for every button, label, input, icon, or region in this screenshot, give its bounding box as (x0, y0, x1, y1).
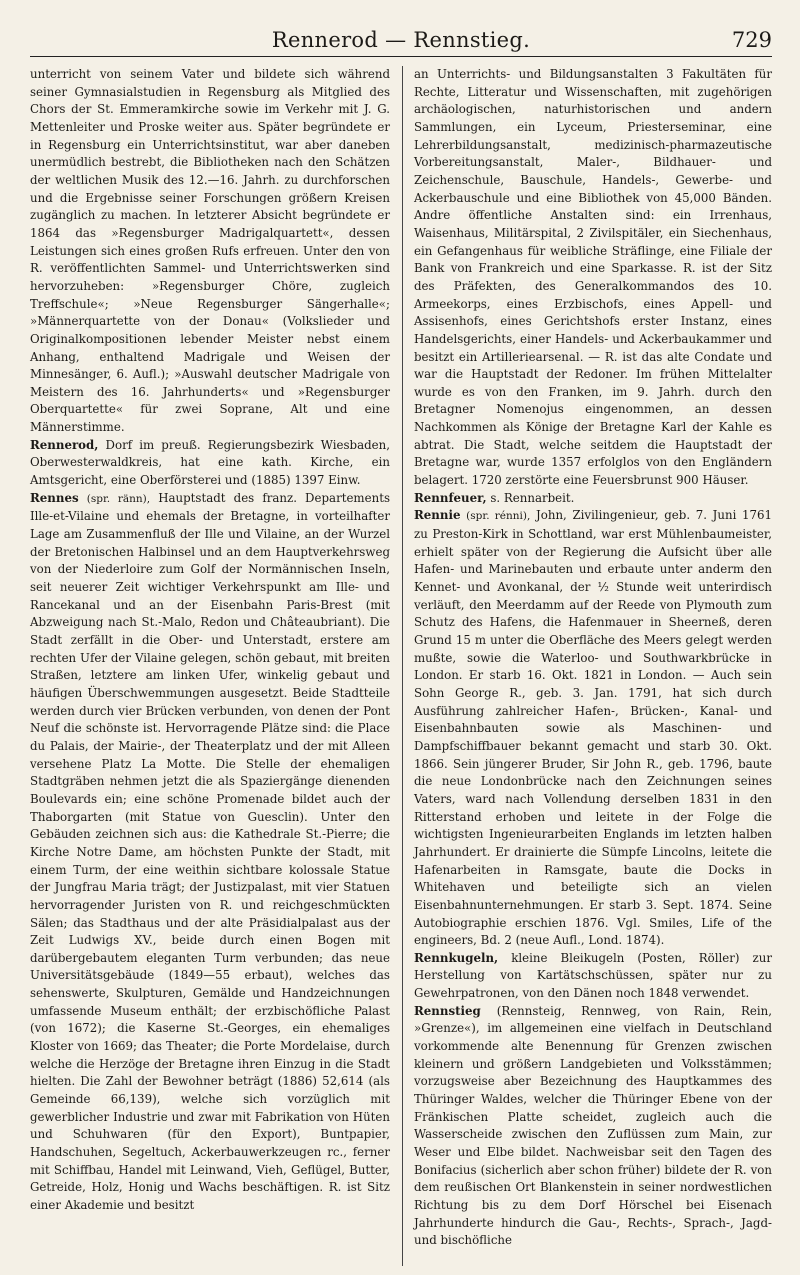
entry-text: kleine Bleikugeln (Posten, Röller) zur Herstellung von Kartätschschüssen, später nur zu Gewehrpatronen, von den Dänen noch 1848 verwendet. (414, 950, 773, 1001)
entry-rennie (414, 507, 772, 949)
left-column (30, 66, 390, 1215)
entry-text: an Unterrichts- und Bildungsanstalten 3 Fakultäten für Rechte, Litteratur und Wissenschaften, mit zugehörigen archäologischen, naturhistorischen und andern Sammlungen, ein Lyceum, Priesterseminar, eine Lehrerbildungsanstalt, medizinisch-pharmazeutische Vorbereitungsanstalt, Maler-, Bildhauer- und Zeichenschule, Bauschule, Handels-, Gewerbe- und Ackerbauschule und eine Bibliothek von 45,000 Bänden. Andre öffentliche Anstalten sind: ein Irrenhaus, Waisenhaus, Militärspital, 2 Zivilspitäler, ein Siechenhaus, ein Gefangenhaus für weibliche Sträflinge, eine Filiale der Bank von Frankreich und eine Sparkasse. R. ist der Sitz des Präfekten, des Generalkommandos des 10. Armeekorps, eines Erzbischofs, eines Appell- und Assisenhofs, eines Gerichtshofs erster Instanz, eines Handelsgerichts, einer Handels- und Ackerbaukammer und besitzt ein Artilleriearsenal. — R. ist das alte Condate und war die Hauptstadt der Redoner. Im frühen Mittelalter wurde es von den Franken, im 9. Jahrh. durch den Bretagner Nomenojus eingenommen, an dessen Nachkommen als Könige der Bretagne Karl der Kahle es abtrat. Die Stadt, welche seitdem die Hauptstadt der Bretagne war, wurde 1357 erfolglos von den Engländern belagert. 1720 zerstörte eine Feuersbrunst 900 Häuser. (414, 67, 772, 488)
page-number: 729 (731, 28, 772, 52)
entry-text: unterricht von seinem Vater und bildete sich während seiner Gymnasialstudien in Regensburg als Mitglied des Chors der St. Emmeramkirche sowie im Verkehr mit J. G. Mettenleiter und Proske weiter aus. Später begründete er in Regensburg ein Unterrichtsinstitut, war aber daneben unermüdlich bestrebt, die Bibliotheken nach den Schätzen der weltlichen Musik des 12.—16. Jahrh. zu durchforschen und die Ergebnisse seiner Forschungen größern Kreisen zugänglich zu machen. In letzterer Absicht begründete er 1864 das »Regensburger Madrigalquartett«, dessen Leistungen sich eines großen Rufs erfreuen. Unter den von R. veröffentlichten Sammel- und Unterrichtswerken sind hervorzuheben: »Regensburger Chöre, zugleich Treffschule«; »Neue Regensburger Sängerhalle«; »Männerquartette von der Donau« (Volkslieder und Originalkompositionen lebender Meister nebst einem Anhang, enthaltend Madrigale und Weisen der Minnesänger, 6. Aufl.); »Auswahl deutscher Madrigale von Meistern des 16. Jahrhunderts« und »Regensburger Oberquartette« für zwei Soprane, Alt und eine Männerstimme. (30, 67, 390, 435)
entry-text: (Rennsteig, Rennweg, von Rain, Rein, »Grenze«), im allgemeinen eine vielfach in Deutschland vorkommende alte Benennung für Grenzen zwischen kleinern und größern Landgebieten und Volksstämmen; vorzugsweise aber Bezeichnung des Hauptkammes des Thüringer Waldes, welcher die Thüringer Ebene von der Fränkischen Platte scheidet, zugleich auch die Wasserscheide zwischen den Zuflüssen zum Main, zur Weser und Elbe bildet. Nachweisbar seit den Tagen des Bonifacius (sicherlich aber schon früher) bildete der R. von dem reußischen Ort Blankenstein in seiner nordwestlichen Richtung bis zu dem Dorf Hörschel bei Eisenach Jahrhunderte hindurch die Gau-, Rechts-, Sprach-, Jagd- und bischöfliche (414, 1003, 772, 1248)
entry-rennstieg (414, 1003, 772, 1250)
entry-text: Dorf im preuß. Regierungsbezirk Wiesbaden, Oberwesterwaldkreis, hat eine kath. Kirche, ein Amtsgericht, eine Oberförsterei und (1885) 1397 Einw. (30, 437, 390, 488)
entry-headword: Rennie (414, 508, 461, 523)
entry-continuation (30, 66, 390, 437)
entry-headword: Rennerod, (30, 437, 99, 452)
entry-text: s. Rennarbeit. (490, 490, 575, 505)
running-title: Rennerod — Rennstieg. (271, 28, 531, 52)
page-header (30, 26, 772, 57)
entry-headword: Rennfeuer, (414, 490, 487, 505)
entry-rennkugeln (414, 950, 772, 1003)
column-divider (402, 66, 403, 1266)
entry-text: John, Zivilingenieur, geb. 7. Juni 1761 zu Preston-Kirk in Schottland, war erst Mühlenbaumeister, erhielt später von der Regierung die Aufsicht über alle Hafen- und Marinebauten und erbaute unter anderm den Kennet- und Avonkanal, der ½ Stunde weit unterirdisch verläuft, den Meerdamm auf der Reede von Plymouth zum Schutz des Hafens, die Hafenmauer in Sheerneß, deren Grund 15 m unter die Oberfläche des Meers gelegt werden mußte, sowie die Waterloo- und Southwarkbrücke in London. Er starb 16. Okt. 1821 in London. — Auch sein Sohn George R., geb. 3. Jan. 1791, hat sich durch Ausführung zahlreicher Hafen-, Brücken-, Kanal- und Eisenbahnbauten sowie als Maschinen- und Dampfschiffbauer bekannt gemacht und starb 30. Okt. 1866. Sein jüngerer Bruder, Sir John R., geb. 1796, baute die neue Londonbrücke nach den Zeichnungen seines Vaters, ward nach Vollendung derselben 1831 in den Ritterstand erhoben und leitete in der Folge die wichtigsten Ingenieurarbeiten Englands im letzten halben Jahrhundert. Er drainierte die Sümpfe Lincolns, leitete die Hafenarbeiten in Ramsgate, baute die Docks in Whitehaven und beteiligte sich an vielen Eisenbahnunternehmungen. Er starb 3. Sept. 1874. Seine Autobiographie erschien 1876. Vgl. Smiles, Life of the engineers, Bd. 2 (neue Aufl., Lond. 1874). (414, 508, 773, 948)
entry-pronunciation: (spr. ränn), (86, 492, 151, 505)
right-column (414, 66, 772, 1250)
entry-headword: Rennes (30, 490, 79, 505)
entry-rennerod (30, 437, 390, 490)
entry-text: Hauptstadt des franz. Departements Ille-et-Vilaine und ehemals der Bretagne, in vorteilhafter Lage am Zusammenfluß der Ille und Vilaine, an der Wurzel der Bretonischen Halbinsel und an dem Hauptverkehrsweg von der Niederloire zum Golf der Normännischen Inseln, seit neuerer Zeit wichtiger Verkehrspunkt am Ille- und Rancekanal und an der Eisenbahn Paris-Brest (mit Abzweigung nach St.-Malo, Redon und Châteaubriant). Die Stadt zerfällt in die Ober- und Unterstadt, erstere am rechten Ufer der Vilaine gelegen, schön gebaut, mit breiten Straßen, letztere am linken Ufer, winkelig gebaut und häufigen Überschwemmungen ausgesetzt. Beide Stadtteile werden durch vier Brücken verbunden, von denen der Pont Neuf die schönste ist. Hervorragende Plätze sind: die Place du Palais, der Mairie-, der Theaterplatz und der mit Alleen versehene Platz La Motte. Die Stelle der ehemaligen Stadtgräben nehmen jetzt die als Spaziergänge dienenden Boulevards ein; eine schöne Promenade bildet auch der Thaborgarten (mit Statue von Guesclin). Unter den Gebäuden zeichnen sich aus: die Kathedrale St.-Pierre; die Kirche Notre Dame, am höchsten Punkte der Stadt, mit einem Turm, der eine weithin sichtbare kolossale Statue der Jungfrau Maria trägt; der Justizpalast, mit vier Statuen hervorragender Juristen von R. und reichgeschmückten Sälen; das Stadthaus und der alte Präsidialpalast aus der Zeit Ludwigs XV., beide durch einen Bogen mit darübergebautem eleganten Turm verbunden; das neue Universitätsgebäude (1849—55 erbaut), welches das sehenswerte, Skulpturen, Gemälde und Handzeichnungen umfassende Museum enthält; der erzbischöfliche Palast (von 1672); die Kaserne St.-Georges, ein ehemaliges Kloster von 1669; das Theater; die Porte Mordelaise, durch welche die Herzöge der Bretagne ihren Einzug in die Stadt hielten. Die Zahl der Bewohner beträgt (1886) 52,614 (als Gemeinde 66,139), welche sich vorzüglich mit gewerblicher Industrie und zwar mit Fabrikation von Hüten und Schuhwaren (für den Export), Buntpapier, Handschuhen, Segeltuch, Ackerbauwerkzeugen rc., ferner mit Schiffbau, Handel mit Leinwand, Vieh, Geflügel, Butter, Getreide, Holz, Honig und Wachs beschäftigen. R. ist Sitz einer Akademie und besitzt (30, 490, 390, 1212)
entry-rennfeuer (414, 490, 772, 508)
entry-rennes (30, 490, 390, 1215)
entry-continuation (414, 66, 772, 490)
entry-pronunciation: (spr. rénni), (466, 510, 531, 523)
entry-headword: Rennstieg (414, 1003, 481, 1018)
entry-headword: Rennkugeln, (414, 950, 499, 965)
